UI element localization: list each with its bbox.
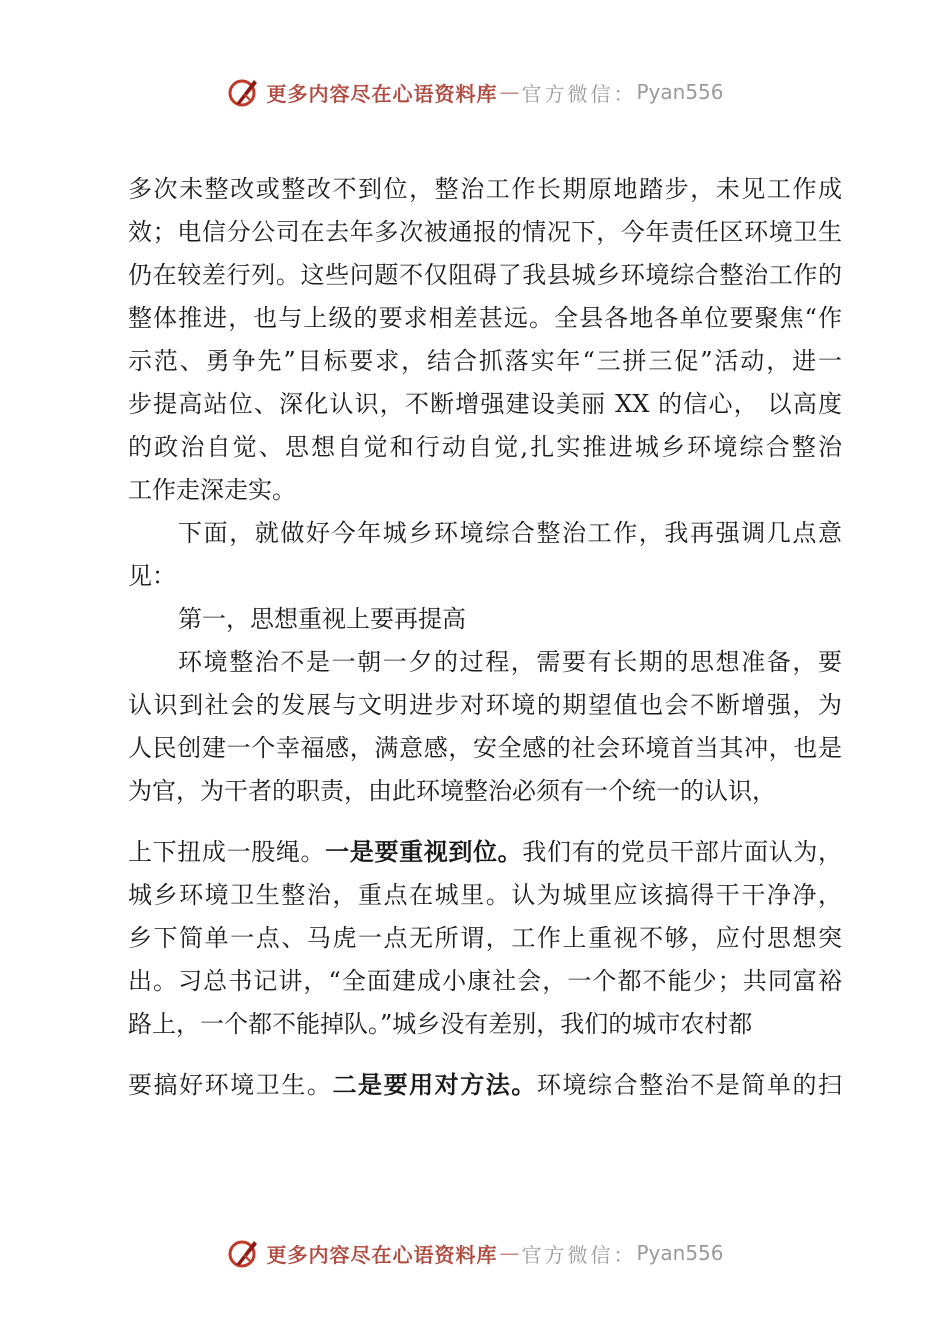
paragraph-5 [128, 1064, 842, 1107]
document-body [128, 168, 842, 1107]
text-line: 步提高站位、深化认识，不断增强建设美丽 XX 的信心， 以高度 [128, 390, 842, 418]
footer-watermark-banner [0, 1231, 950, 1275]
text-line: 整体推进，也与上级的要求相差甚远。全县各地各单位要聚焦“作 [128, 304, 842, 332]
banner-dash: — [499, 1241, 520, 1265]
text-line: 为官，为干者的职责，由此环境整治必须有一个统一的认识， [128, 777, 776, 805]
text-line: 乡下简单一点、马虎一点无所谓，工作上重视不够，应付思想突 [128, 924, 842, 952]
text-line: 效；电信分公司在去年多次被通报的情况下，今年责任区环境卫生 [128, 218, 842, 246]
banner-wechat-id: Pyan556 [636, 80, 724, 104]
text-line: 路上，一个都不能掉队。”城乡没有差别，我们的城市农村都 [128, 1010, 753, 1038]
banner-brand-text: 更多内容尽在心语资料库 [266, 81, 498, 106]
text-span: 环境综合整治不是简单的扫 [536, 1071, 843, 1099]
text-line: 出。习总书记讲，“全面建成小康社会，一个都不能少；共同富裕 [128, 967, 842, 995]
text-line: 下面，就做好今年城乡环境综合整治工作，我再强调几点意 [178, 519, 842, 547]
quill-logo-icon [226, 1235, 262, 1271]
paragraph-3 [128, 641, 842, 813]
text-line: 认识到社会的发展与文明进步对环境的期望值也会不断增强，为 [128, 691, 842, 719]
text-line [128, 831, 842, 874]
text-line: 见： [128, 562, 176, 590]
text-line: 环境整治不是一朝一夕的过程，需要有长期的思想准备，要 [178, 648, 842, 676]
text-line: 的政治自觉、思想自觉和行动自觉,扎实推进城乡环境综合整治 [128, 433, 842, 461]
text-line: 工作走深走实。 [128, 476, 296, 504]
quill-logo-icon [226, 74, 262, 110]
text-line [128, 1064, 842, 1107]
text-span: 我们有的党员干部片面认为， [522, 838, 843, 866]
text-line: 示范、勇争先”目标要求，结合抓落实年“三拼三促”活动，进一 [128, 347, 842, 375]
banner-dash: — [499, 80, 520, 104]
paragraph-1 [128, 168, 842, 512]
text-line: 多次未整改或整改不到位，整治工作长期原地踏步，未见工作成 [128, 175, 842, 203]
header-watermark-banner [0, 70, 950, 114]
text-span: 上下扭成一股绳。 [128, 838, 326, 866]
section-heading: 第一，思想重视上要再提高 [178, 605, 466, 633]
banner-wechat-id: Pyan556 [636, 1241, 724, 1265]
banner-brand-text: 更多内容尽在心语资料库 [266, 1242, 498, 1267]
text-span: 要搞好环境卫生。 [128, 1071, 333, 1099]
paragraph-4 [128, 831, 842, 1046]
emphasis-point-2: 二是要用对方法。 [332, 1071, 537, 1099]
banner-official-label: 官方微信： [521, 1242, 637, 1267]
emphasis-point-1: 一是要重视到位。 [325, 838, 523, 866]
banner-official-label: 官方微信： [521, 81, 637, 106]
text-line: 城乡环境卫生整治，重点在城里。认为城里应该搞得干干净净， [128, 881, 842, 909]
text-line: 人民创建一个幸福感，满意感，安全感的社会环境首当其冲，也是 [128, 734, 842, 762]
paragraph-2 [128, 512, 842, 598]
text-line: 仍在较差行列。这些问题不仅阻碍了我县城乡环境综合整治工作的 [128, 261, 842, 289]
